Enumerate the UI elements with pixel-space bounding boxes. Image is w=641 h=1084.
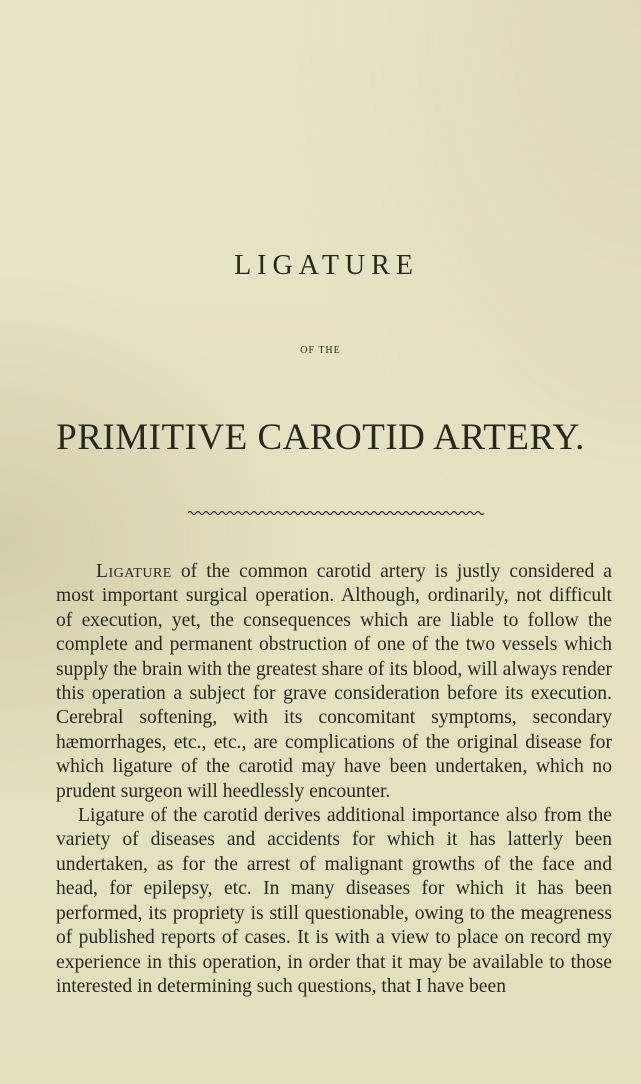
decorative-wavy-rule bbox=[188, 508, 484, 518]
page-subtitle: PRIMITIVE CAROTID ARTERY. bbox=[56, 417, 585, 458]
paragraph-1 bbox=[56, 560, 612, 804]
paragraph-2: Ligature of the carotid derives additional importance also from the variety of diseases and accidents for which it has latterly been undertaken, as for the arrest of malignant growths of the face and head, for epilepsy, etc. In many diseases for which it has been performed, its propriety is still questionable, owing to the meagreness of published reports of cases. It is with a view to place on record my experience in this operation, in order that it may be available to those interested in determining such questions, that I have been bbox=[56, 805, 612, 997]
page-title: LIGATURE bbox=[234, 250, 419, 281]
body-text bbox=[56, 560, 612, 999]
title-connector: OF THE bbox=[300, 345, 341, 356]
paragraph-1-lead: Ligature bbox=[96, 561, 172, 582]
paragraph-1-text: of the common carotid artery is justly considered a most important surgical operation. Although, ordinarily, not difficult of execution, yet, the consequences which are liable to follow the complete and permanent obstruction of one of the two vessels which supply the brain with the greatest share of its blood, will always render this operation a subject for grave consideration before its execution. Cerebral softening, with its concomitant symptoms, secondary hæmorrhages, etc., etc., are complications of the original disease for which ligature of the carotid may have been undertaken, which no prudent surgeon will heedlessly encounter. bbox=[56, 561, 612, 802]
